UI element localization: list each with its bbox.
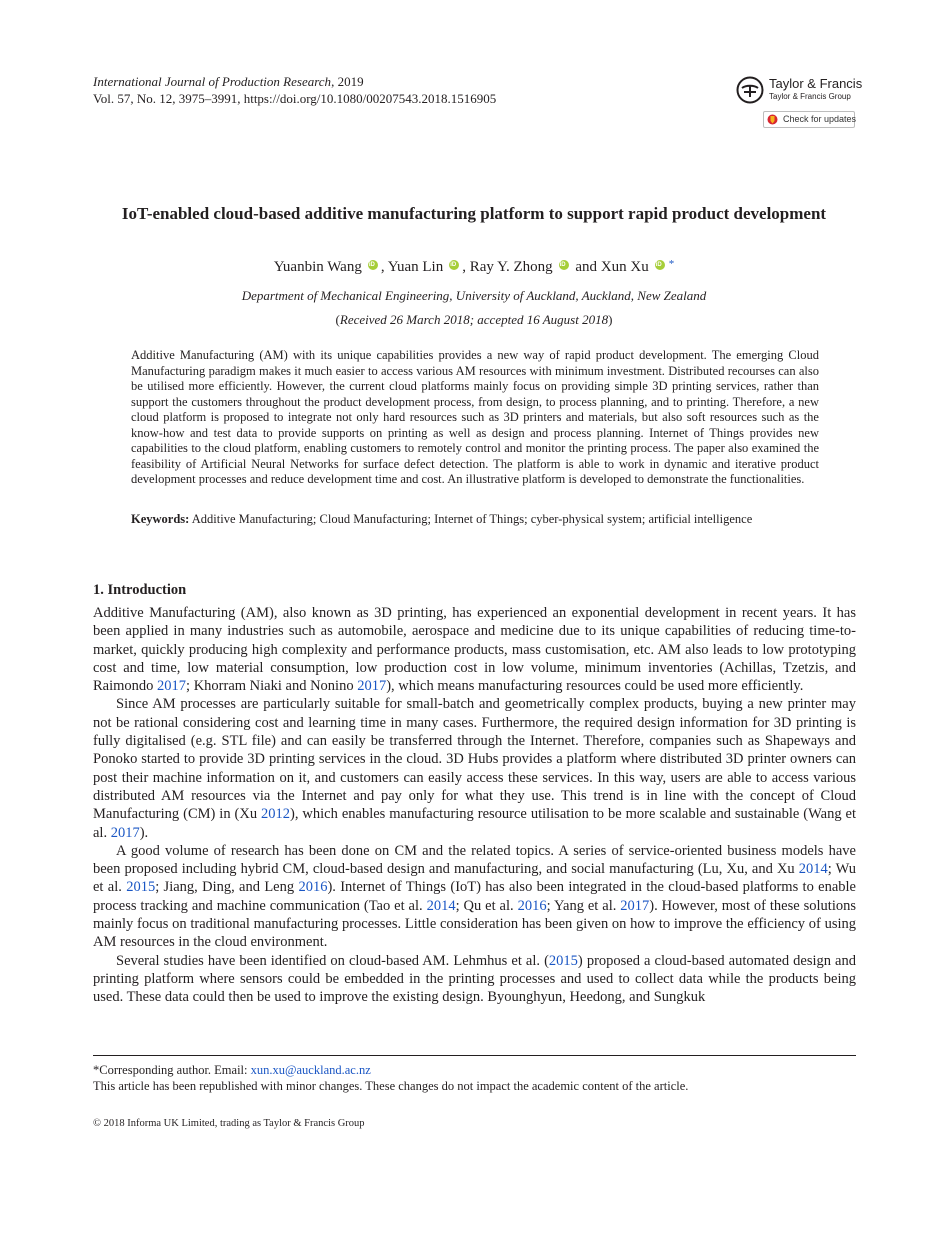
keywords xyxy=(131,512,819,528)
body-text-run: ; Yang et al. xyxy=(546,897,621,914)
citation-link[interactable]: 2015 xyxy=(126,879,156,896)
crossmark-icon xyxy=(767,114,778,125)
article-title: IoT-enabled cloud-based additive manufacturing platform to support rapid product development xyxy=(121,204,827,223)
citation-link[interactable]: 2016 xyxy=(517,897,547,914)
corresponding-author-prefix: *Corresponding author. Email: xyxy=(93,1063,251,1077)
corresponding-author-note xyxy=(93,1062,856,1078)
orcid-icon[interactable] xyxy=(655,260,665,270)
taylor-francis-logo-icon xyxy=(736,76,764,104)
author-name[interactable]: Yuanbin Wang xyxy=(273,259,362,275)
check-for-updates-label: Check for updates xyxy=(783,114,857,124)
journal-citation: Vol. 57, No. 12, 3975–3991, https://doi.org/10.1080/00207543.2018.1516905 xyxy=(93,91,497,106)
author-name[interactable]: Ray Y. Zhong xyxy=(469,259,553,275)
orcid-icon[interactable] xyxy=(559,260,569,270)
body-text xyxy=(93,604,856,1007)
body-text-run: ; Qu et al. xyxy=(455,897,518,914)
journal-line xyxy=(93,73,496,90)
body-text-run: ; Khorram Niaki and Nonino xyxy=(186,678,358,695)
body-paragraph xyxy=(93,842,856,952)
citation-link[interactable]: 2014 xyxy=(798,861,828,878)
republish-note: This article has been republished with minor changes. These changes do not impact the academic content of the article. xyxy=(93,1079,689,1093)
body-text-run: ). xyxy=(139,824,149,841)
author-name[interactable]: Xun Xu xyxy=(600,259,649,275)
author-separator: , xyxy=(462,259,470,275)
body-text-run: ; Jiang, Ding, and Leng xyxy=(155,879,299,896)
email-link[interactable]: xun.xu@auckland.ac.nz xyxy=(250,1063,371,1077)
author-name[interactable]: Yuan Lin xyxy=(387,259,444,275)
body-paragraph xyxy=(93,604,856,695)
body-text-run: Several studies have been identified on cloud-based AM. Lehmhus et al. ( xyxy=(116,952,549,969)
author-separator: and xyxy=(571,259,601,275)
footnote-divider xyxy=(93,1055,856,1056)
citation-link[interactable]: 2017 xyxy=(110,824,140,841)
check-for-updates-button[interactable] xyxy=(763,111,855,128)
author-separator: , xyxy=(380,259,388,275)
body-text-run: A good volume of research has been done on CM and the related topics. A series of service-oriented business models have been proposed including hybrid CM, cloud-based design and manufacturing, and social manufacturing (Lu, Xu, and Xu xyxy=(93,842,856,878)
section-heading: 1. Introduction xyxy=(93,582,187,598)
body-paragraph xyxy=(93,952,856,1007)
journal-year: , 2019 xyxy=(331,74,364,89)
body-text-run: ), which means manufacturing resources could be used more efficiently. xyxy=(386,678,804,695)
citation-link[interactable]: 2017 xyxy=(157,678,187,695)
abstract: Additive Manufacturing (AM) with its unique capabilities provides a new way of rapid product development. The emerging Cloud Manufacturing paradigm makes it much easier to access various AM resources with minimum investment. Distributed recourses can also be utilised more efficiently. However, the current cloud platforms mainly focus on providing simple 3D printing services, rather than support the customers throughout the product development process, from design, to process planning, and to printing. Therefore, a new cloud platform is proposed to integrate not only hard resources such as 3D printers and materials, but also soft resources such as the know-how and test data to provide supports on printing as well as design and process planning. Internet of Things provides new capabilities to the cloud platform, enabling customers to remotely control and monitor the printing process. The paper also examined the feasibility of Artificial Neural Networks for surface defect detection. The platform is able to work in dynamic and iterative product development processes and reduce development time and cost. An illustrative platform is developed to demonstrate the functionalities. xyxy=(131,348,819,486)
publisher-name: Taylor & Francis xyxy=(769,76,863,91)
received-dates-text: Received 26 March 2018; accepted 16 August 2018 xyxy=(339,312,609,327)
affiliation: Department of Mechanical Engineering, University of Auckland, Auckland, New Zealand xyxy=(241,288,707,303)
body-text-run: ). Internet of Things (IoT) has also been integrated in the cloud-based platforms to enable process tracking and machine communication (Tao et al. xyxy=(93,879,856,914)
publisher-group: Taylor & Francis Group xyxy=(769,92,851,101)
citation-link[interactable]: 2016 xyxy=(298,879,328,896)
copyright: © 2018 Informa UK Limited, trading as Taylor & Francis Group xyxy=(93,1118,365,1129)
orcid-icon[interactable] xyxy=(449,260,459,270)
body-text-run: Additive Manufacturing (AM), also known as 3D printing, has experienced an exponential development in recent years. It has been applied in many industries such as automobile, aerospace and medicine due to its unique capabilities of reducing time-to-market, quickly producing high complexity and performance products, mass customisation, etc. AM also leads to low prototyping cost and time, low material consumption, low production cost in low volume, minimum inventories (Achillas, Tzetzis, and Raimondo xyxy=(93,605,856,695)
citation-link[interactable]: 2017 xyxy=(620,897,650,914)
publisher-logo[interactable] xyxy=(736,74,863,108)
corresponding-author-mark[interactable]: * xyxy=(668,258,675,270)
body-text-run: ) proposed a cloud-based automated design and printing platform where sensors could be embedded in the printing processes and used to collect data while the products being used. These data could then be used to improve the existing design. Byounghyun, Heedong, and Sungkuk xyxy=(93,952,856,1006)
citation-link[interactable]: 2014 xyxy=(426,897,456,914)
citation-link[interactable]: 2012 xyxy=(261,806,291,823)
body-text-run: Since AM processes are particularly suitable for small-batch and geometrically complex products, buying a new printer may not be rational considering cost and learning time in many cases. Furthermore, the required design information for 3D printing is fully digitalised (e.g. STL file) and can easily be transferred through the Internet. Therefore, companies such as Shapeways and Ponoko started to provide 3D printing services in the cloud. 3D Hubs provides a platform where distributed 3D printer owners can post their machine information on it, and customers can easily access these services. In this way, users are able to access various distributed AM resources via the Internet and pay only for what they use. This trend is in line with the concept of Cloud Manufacturing (CM) in (Xu xyxy=(93,696,856,823)
body-paragraph xyxy=(93,695,856,841)
citation-link[interactable]: 2015 xyxy=(548,952,578,969)
body-text-run: ), which enables manufacturing resource utilisation to be more scalable and sustainable (Wang et al. xyxy=(93,806,856,841)
body-text-run: ; Wu et al. xyxy=(93,861,856,896)
orcid-icon[interactable] xyxy=(368,260,378,270)
received-dates: (Received 26 March 2018; accepted 16 August 2018) xyxy=(335,312,613,327)
citation-link[interactable]: 2017 xyxy=(357,678,387,695)
keywords-label: Keywords: xyxy=(131,512,190,526)
journal-name: International Journal of Production Research xyxy=(93,74,332,89)
journal-header xyxy=(93,73,496,107)
author-list xyxy=(120,255,828,276)
footnotes xyxy=(93,1062,856,1094)
keywords-list: Additive Manufacturing; Cloud Manufacturing; Internet of Things; cyber-physical system; artificial intelligence xyxy=(191,512,753,526)
body-text-run: ). However, most of these solutions mainly focus on traditional manufacturing processes. Little consideration has been given on how to improve the efficiency of using AM resources in the cloud environment. xyxy=(93,897,856,951)
